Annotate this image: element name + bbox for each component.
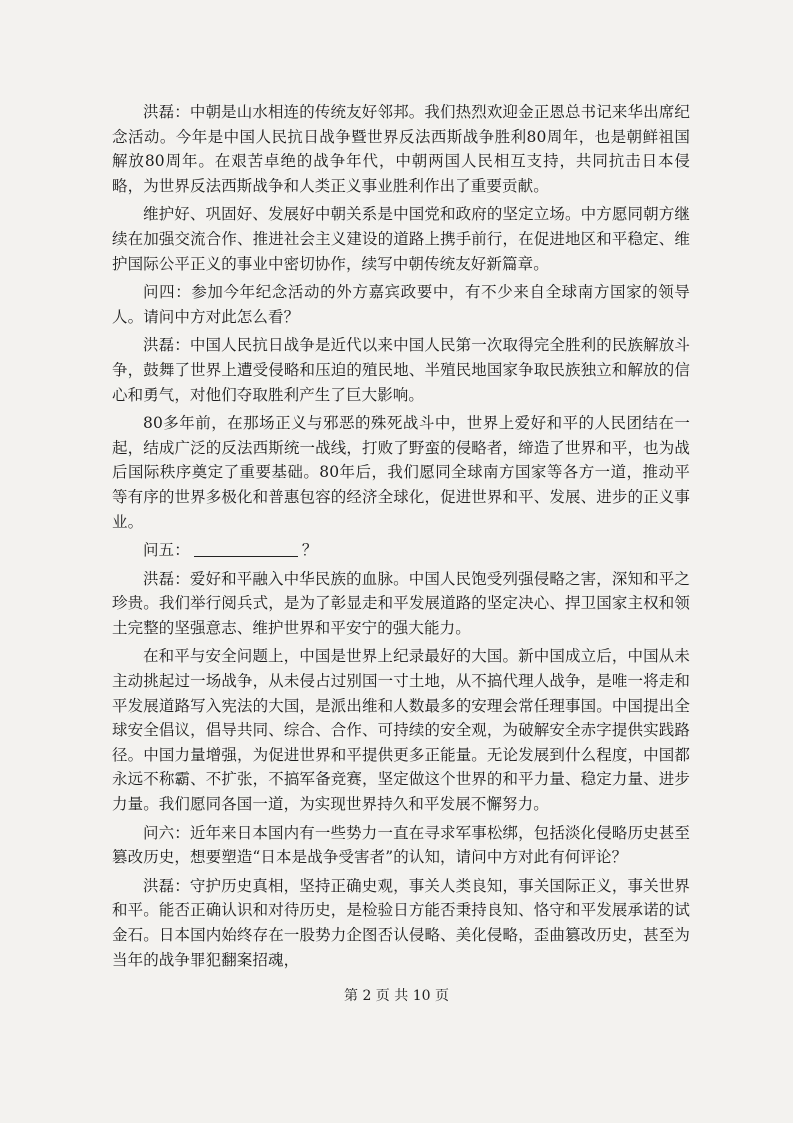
paragraph-text: 在和平与安全问题上，中国是世界上纪录最好的大国。新中国成立后，中国从未主动挑起过一场战争，从未侵占过别国一寸土地，从不搞代理人战争，是唯一将走和平发展道路写入宪法的大国，是派出维和人数最多的安理会常任理事国。中国提出全球安全倡议，倡导共同、综合、合作、可持续的安全观，为破解安全赤字提供实践路径。中国力量增强，为促进世界和平提供更多正能量。无论发展到什么程度，中国都永远不称霸、不扩张，不搞军备竞赛，坚定做这个世界的和平力量、稳定力量、进步力量。我们愿同各国一道，为实现世界持久和平发展不懈努力。 [112, 647, 690, 814]
speaker-label: 洪磊： [143, 876, 190, 895]
paragraph [112, 538, 690, 563]
question-mark: ？ [301, 541, 318, 560]
paragraph-text: 近年来日本国内有一些势力一直在寻求军事松绑，包括淡化侵略历史甚至篡改历史，想要塑造“日本是战争受害者”的认知，请问中方对此有何评论？ [112, 823, 690, 867]
paragraph [112, 100, 690, 198]
speaker-label: 洪磊： [143, 103, 190, 121]
page-footer: 第 2 页 共 10 页 [344, 988, 449, 1004]
paragraph [112, 874, 690, 972]
paragraph [112, 567, 690, 641]
paragraph-text: 维护好、巩固好、发展好中朝关系是中国党和政府的坚定立场。中方愿同朝方继续在加强交流合作、推进社会主义建设的道路上携手前行，在促进地区和平稳定、维护国际公平正义的事业中密切协作，续写中朝传统友好新篇章。 [112, 205, 690, 273]
paragraph-text: 守护历史真相，坚持正确史观，事关人类良知，事关国际正义，事关世界和平。能否正确认识和对待历史，是检验日方能否秉持良知、恪守和平发展承诺的试金石。日本国内始终存在一股势力企图否认侵略、美化侵略，歪曲篡改历史，甚至为当年的战争罪犯翻案招魂， [112, 876, 690, 969]
paragraph-text: 参加今年纪念活动的外方嘉宾政要中，有不少来自全球南方国家的领导人。请问中方对此怎么看？ [112, 283, 690, 326]
paragraph [112, 821, 690, 870]
speaker-label: 洪磊： [143, 569, 190, 588]
question-label: 问四： [143, 283, 192, 302]
paragraph [112, 333, 690, 407]
paragraph [112, 202, 690, 276]
answer-blank[interactable] [194, 540, 298, 557]
paragraph-text: 中朝是山水相连的传统友好邻邦。我们热烈欢迎金正恩总书记来华出席纪念活动。今年是中国人民抗日战争暨世界反法西斯战争胜利80周年，也是朝鲜祖国解放80周年。在艰苦卓绝的战争年代，中朝两国人民相互支持，共同抗击日本侵略，为世界反法西斯战争和人类正义事业胜利作出了重要贡献。 [112, 103, 690, 195]
document-body [112, 100, 690, 976]
paragraph-text: 80多年前，在那场正义与邪恶的殊死战斗中，世界上爱好和平的人民团结在一起，结成广泛的反法西斯统一战线，打败了野蛮的侵略者，缔造了世界和平，也为战后国际秩序奠定了重要基础。80年后，我们愿同全球南方国家等各方一道，推动平等有序的世界多极化和普惠包容的经济全球化，促进世界和平、发展、进步的正义事业。 [112, 414, 690, 531]
paragraph [112, 644, 690, 816]
paragraph-text: 爱好和平融入中华民族的血脉。中国人民饱受列强侵略之害，深知和平之珍贵。我们举行阅兵式，是为了彰显走和平发展道路的坚定决心、捍卫国家主权和领土完整的坚强意志、维护世界和平安宁的强大能力。 [112, 569, 690, 637]
paragraph [112, 280, 690, 329]
question-label: 问六： [143, 823, 190, 842]
paragraph [112, 411, 690, 534]
paragraph-text: 中国人民抗日战争是近代以来中国人民第一次取得完全胜利的民族解放斗争，鼓舞了世界上遭受侵略和压迫的殖民地、半殖民地国家争取民族独立和解放的信心和勇气，对他们夺取胜利产生了巨大影响。 [112, 336, 690, 404]
question-label: 问五： [143, 541, 190, 560]
speaker-label: 洪磊： [143, 336, 190, 355]
